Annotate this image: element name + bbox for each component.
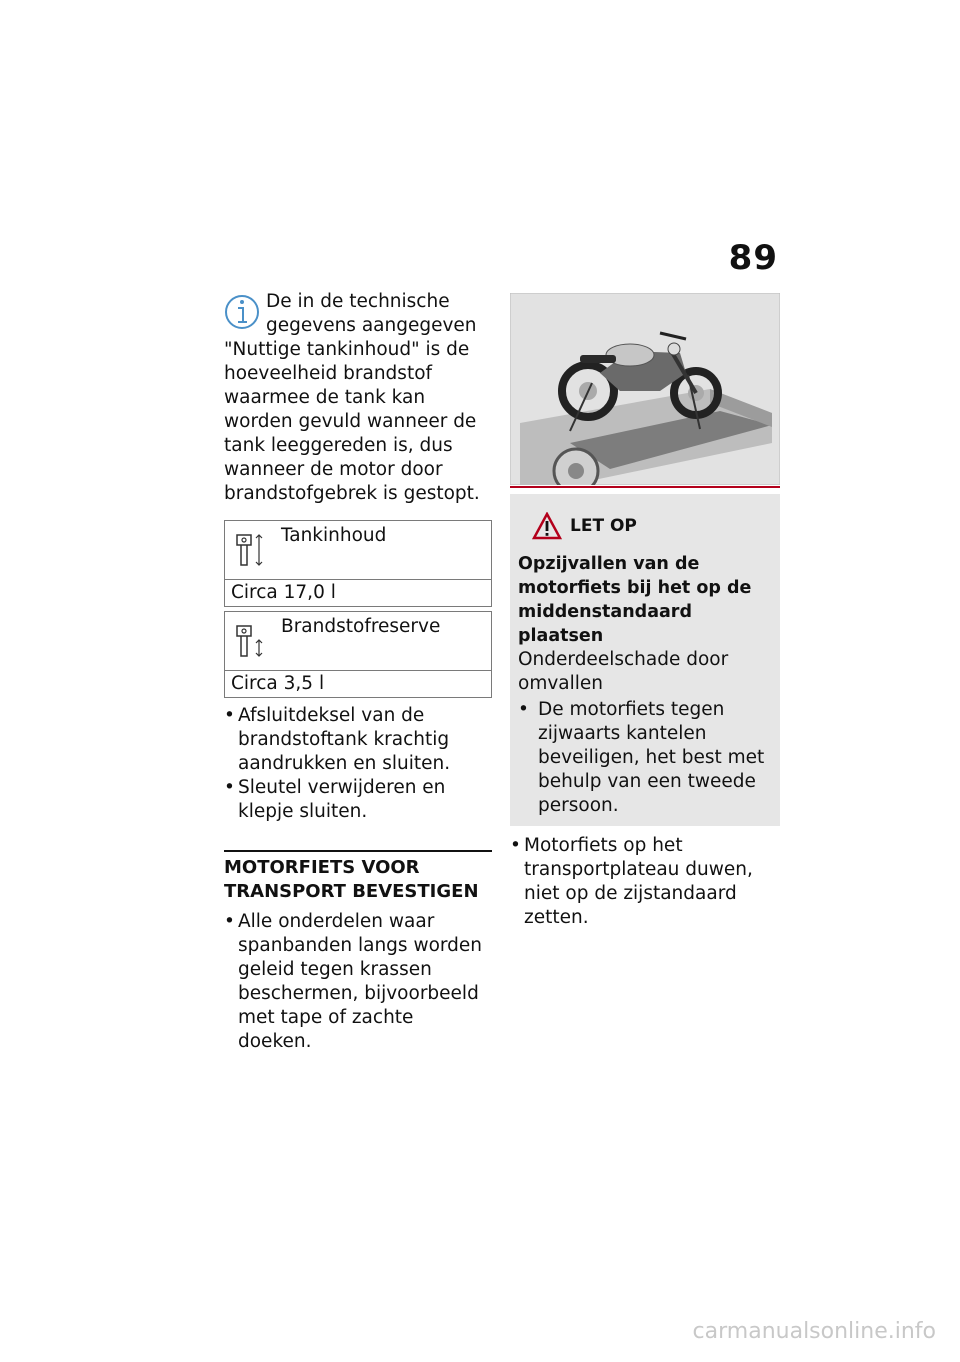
transport-steps (224, 910, 492, 1054)
warning-text: Onderdeelschade door omvallen (518, 649, 729, 694)
info-note (224, 290, 492, 506)
spec-fuel-reserve (224, 611, 492, 698)
warning-title: LET OP (570, 516, 637, 536)
list-item: • Afsluitdeksel van de brandstoftank krachtig aandrukken en sluiten. (224, 704, 492, 776)
photo-divider (510, 486, 780, 488)
warning-box (510, 494, 780, 826)
list-item: • Alle onderdelen waar spanbanden langs worden geleid tegen krassen beschermen, bijvoorbeeld met tape of zachte doeken. (224, 910, 492, 1054)
warning-subtitle: Opzijvallen van de motorfiets bij het op de middenstandaard plaatsen (518, 554, 752, 646)
fuel-gauge-icon (235, 620, 265, 660)
spec-label: Tankinhoud (281, 525, 387, 546)
warning-triangle-icon (532, 512, 562, 540)
spec-value: Circa 17,0 l (231, 582, 336, 603)
spec-value: Circa 3,5 l (231, 673, 325, 694)
warning-steps (518, 698, 772, 818)
list-item: • Sleutel verwijderen en klepje sluiten. (224, 776, 492, 824)
left-column (224, 290, 492, 1054)
info-icon (224, 290, 264, 334)
section-divider (224, 850, 492, 852)
right-column (510, 293, 780, 930)
spec-label: Brandstofreserve (281, 616, 441, 637)
spec-fuel-capacity (224, 520, 492, 607)
fuel-cap-steps (224, 704, 492, 824)
section-title: MOTORFIETS VOOR TRANSPORT BEVESTIGEN (224, 857, 479, 902)
info-note-text: De in de technische gegevens aangegeven "Nuttige tankinhoud" is de hoeveelheid brandstof waarmee de tank kan worden gevuld wanneer de tank leeggereden is, dus wanneer de motor door brandstofgebrek is gestopt. (224, 291, 480, 504)
watermark: carmanualsonline.info (692, 1319, 936, 1344)
list-item: • De motorfiets tegen zijwaarts kantelen beveiligen, het best met behulp van een tweede persoon. (518, 698, 772, 818)
trailer-steps (510, 834, 780, 930)
motorcycle-on-trailer-photo (510, 293, 780, 485)
fuel-gauge-icon (235, 529, 265, 569)
page-number: 89 (728, 238, 778, 278)
list-item: • Motorfiets op het transportplateau duwen, niet op de zijstandaard zetten. (510, 834, 780, 930)
